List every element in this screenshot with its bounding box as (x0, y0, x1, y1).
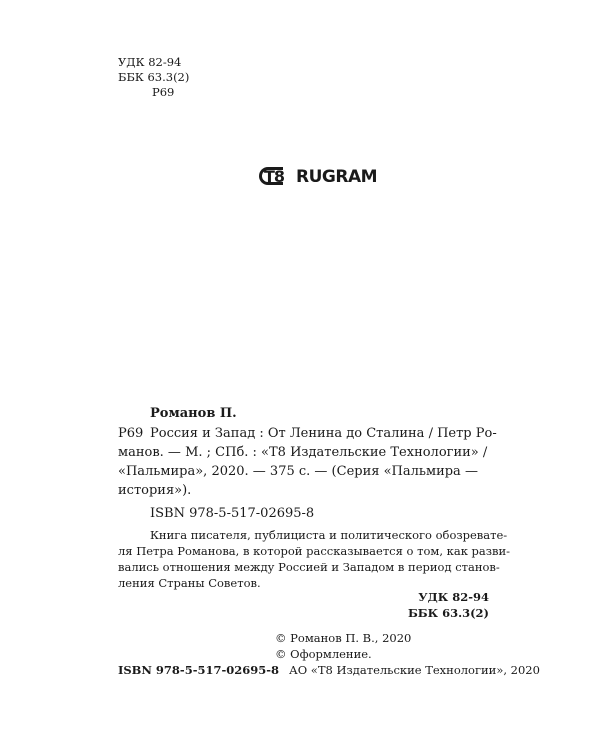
annotation-line-4: ления Страны Советов. (118, 576, 261, 590)
t8-logo-icon: T8 (259, 166, 293, 188)
logo-text: RUGRAM (296, 167, 378, 187)
card-author-mark: Р69 (118, 426, 144, 441)
description-line-3: «Пальмира», 2020. — 375 с. — (Серия «Пальмира — (118, 464, 478, 479)
description-line-4: история»). (118, 483, 192, 498)
author-heading: Романов П. (150, 406, 237, 421)
card-bbk: ББК 63.3(2) (407, 606, 489, 620)
card-isbn: ISBN 978-5-517-02695-8 (150, 506, 315, 521)
copyright-publisher: АО «Т8 Издательские Технологии», 2020 (289, 663, 540, 677)
card-udk: УДК 82-94 (418, 590, 489, 604)
annotation-line-2: ля Петра Романова, в которой рассказывается о том, как разви- (118, 544, 511, 558)
annotation-line-3: вались отношения между Россией и Западом в период станов- (118, 560, 500, 574)
top-author-mark: Р69 (152, 85, 175, 99)
top-bbk: ББК 63.3(2) (118, 70, 190, 84)
description-line-1: Россия и Запад : От Ленина до Сталина / Петр Ро- (150, 426, 497, 441)
publisher-logo (259, 166, 377, 188)
copyright-author: © Романов П. В., 2020 (275, 631, 412, 645)
top-udk: УДК 82-94 (118, 55, 182, 69)
footer-isbn: ISBN 978-5-517-02695-8 (118, 663, 280, 677)
annotation-line-1: Книга писателя, публициста и политического обозревате- (150, 528, 508, 542)
copyright-design: © Оформление. (275, 647, 372, 661)
description-line-2: манов. — М. ; СПб. : «Т8 Издательские Технологии» / (118, 445, 488, 460)
